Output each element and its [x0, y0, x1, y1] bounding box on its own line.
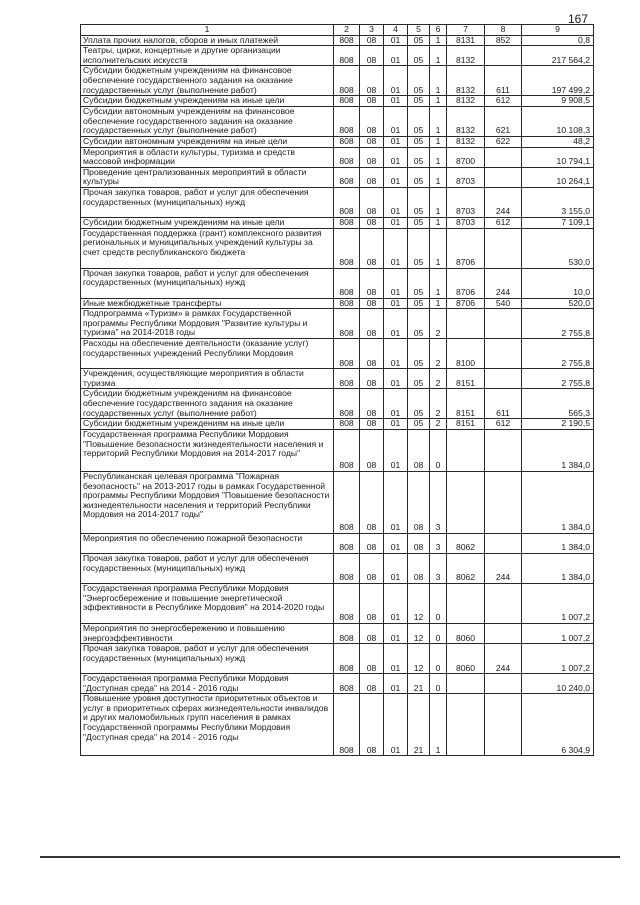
table-row — [81, 694, 594, 756]
table-row — [81, 167, 594, 187]
target-code-cell: 8132 — [447, 46, 485, 66]
table-row — [81, 268, 594, 298]
ministry-code-cell: 808 — [334, 644, 360, 674]
subsection-code-cell: 01 — [384, 389, 408, 419]
target-code-cell: 8132 — [447, 96, 485, 107]
subprogram-code-cell: 0 — [430, 583, 447, 623]
ministry-code-cell: 808 — [334, 187, 360, 217]
subsection-code-cell: 01 — [384, 136, 408, 147]
target-code-cell — [447, 429, 485, 471]
target-code-cell: 8060 — [447, 623, 485, 643]
program-code-cell: 05 — [408, 46, 430, 66]
expense-type-cell — [485, 694, 522, 756]
target-code-cell — [447, 694, 485, 756]
expense-type-cell — [485, 147, 522, 167]
table-row — [81, 106, 594, 136]
expense-type-cell: 611 — [485, 66, 522, 96]
program-code-cell: 05 — [408, 268, 430, 298]
subsection-code-cell: 01 — [384, 429, 408, 471]
subprogram-code-cell: 1 — [430, 35, 447, 46]
ministry-code-cell: 808 — [334, 553, 360, 583]
subsection-code-cell: 01 — [384, 298, 408, 309]
section-code-cell: 08 — [360, 217, 384, 228]
program-code-cell: 08 — [408, 429, 430, 471]
subsection-code-cell: 01 — [384, 228, 408, 268]
item-name-cell: Проведение централизованных мероприятий в области культуры — [81, 167, 334, 187]
ministry-code-cell: 808 — [334, 419, 360, 430]
amount-cell: 10 240,0 — [522, 674, 594, 694]
subprogram-code-cell: 3 — [430, 471, 447, 533]
table-header-row — [81, 25, 594, 36]
subprogram-code-cell: 0 — [430, 429, 447, 471]
subprogram-code-cell: 2 — [430, 369, 447, 389]
program-code-cell: 05 — [408, 217, 430, 228]
program-code-cell: 05 — [408, 96, 430, 107]
expense-type-cell: 612 — [485, 217, 522, 228]
amount-cell: 2 755,8 — [522, 309, 594, 339]
target-code-cell: 8706 — [447, 298, 485, 309]
target-code-cell: 8703 — [447, 167, 485, 187]
ministry-code-cell: 808 — [334, 533, 360, 553]
ministry-code-cell: 808 — [334, 268, 360, 298]
subsection-code-cell: 01 — [384, 339, 408, 369]
program-code-cell: 05 — [408, 389, 430, 419]
table-row — [81, 419, 594, 430]
page-bottom-rule — [40, 856, 620, 858]
amount-cell: 1 384,0 — [522, 553, 594, 583]
subsection-code-cell: 01 — [384, 419, 408, 430]
subsection-code-cell: 01 — [384, 623, 408, 643]
amount-cell: 10 108,3 — [522, 106, 594, 136]
target-code-cell: 8706 — [447, 268, 485, 298]
subprogram-code-cell: 1 — [430, 66, 447, 96]
program-code-cell: 05 — [408, 419, 430, 430]
item-name-cell: Мероприятия по обеспечению пожарной безопасности — [81, 533, 334, 553]
subsection-code-cell: 01 — [384, 694, 408, 756]
subprogram-code-cell: 1 — [430, 46, 447, 66]
expense-type-cell — [485, 167, 522, 187]
expense-type-cell: 540 — [485, 298, 522, 309]
target-code-cell — [447, 674, 485, 694]
section-code-cell: 08 — [360, 389, 384, 419]
subprogram-code-cell: 1 — [430, 217, 447, 228]
subsection-code-cell: 01 — [384, 35, 408, 46]
subprogram-code-cell: 3 — [430, 533, 447, 553]
column-header: 1 — [81, 25, 334, 36]
budget-table — [80, 24, 594, 756]
program-code-cell: 05 — [408, 228, 430, 268]
amount-cell: 9 908,5 — [522, 96, 594, 107]
expense-type-cell: 611 — [485, 389, 522, 419]
program-code-cell: 05 — [408, 298, 430, 309]
program-code-cell: 12 — [408, 644, 430, 674]
subprogram-code-cell: 0 — [430, 623, 447, 643]
table-row — [81, 187, 594, 217]
item-name-cell: Субсидии бюджетным учреждениям на финансовое обеспечение государственного задания на оказание государственных услуг (выполнение работ) — [81, 66, 334, 96]
subprogram-code-cell: 2 — [430, 389, 447, 419]
table-row — [81, 553, 594, 583]
section-code-cell: 08 — [360, 429, 384, 471]
table-row — [81, 298, 594, 309]
section-code-cell: 08 — [360, 471, 384, 533]
ministry-code-cell: 808 — [334, 147, 360, 167]
item-name-cell: Субсидии бюджетным учреждениям на иные цели — [81, 419, 334, 430]
item-name-cell: Субсидии автономным учреждениям на финансовое обеспечение государственного задания на оказание государственных услуг (выполнение работ) — [81, 106, 334, 136]
amount-cell: 197 499,2 — [522, 66, 594, 96]
item-name-cell: Повышение уровня доступности приоритетных объектов и услуг в приоритетных сферах жизнедеятельности инвалидов и других маломобильных групп населения в рамках Государственной программы Республики Мордовия "Доступная среда" на 2014 - 2016 годы — [81, 694, 334, 756]
target-code-cell: 8062 — [447, 533, 485, 553]
item-name-cell: Субсидии автономным учреждениям на иные цели — [81, 136, 334, 147]
target-code-cell: 8703 — [447, 187, 485, 217]
section-code-cell: 08 — [360, 35, 384, 46]
ministry-code-cell: 808 — [334, 35, 360, 46]
amount-cell: 2 190,5 — [522, 419, 594, 430]
column-header: 4 — [384, 25, 408, 36]
item-name-cell: Субсидии бюджетным учреждениям на финансовое обеспечение государственного задания на оказание государственных услуг (выполнение работ) — [81, 389, 334, 419]
section-code-cell: 08 — [360, 309, 384, 339]
section-code-cell: 08 — [360, 96, 384, 107]
item-name-cell: Прочая закупка товаров, работ и услуг для обеспечения государственных (муниципальных) нужд — [81, 553, 334, 583]
subsection-code-cell: 01 — [384, 309, 408, 339]
item-name-cell: Подпрограмма «Туризм» в рамках Государственной программы Республики Мордовия "Развитие культуры и туризма" на 2014-2018 годы — [81, 309, 334, 339]
section-code-cell: 08 — [360, 136, 384, 147]
ministry-code-cell: 808 — [334, 674, 360, 694]
table-row — [81, 217, 594, 228]
section-code-cell: 08 — [360, 268, 384, 298]
section-code-cell: 08 — [360, 66, 384, 96]
section-code-cell: 08 — [360, 46, 384, 66]
amount-cell: 2 755,8 — [522, 339, 594, 369]
section-code-cell: 08 — [360, 419, 384, 430]
column-header: 5 — [408, 25, 430, 36]
section-code-cell: 08 — [360, 228, 384, 268]
table-row — [81, 369, 594, 389]
target-code-cell: 8060 — [447, 644, 485, 674]
item-name-cell: Государственная программа Республики Мордовия "Повышение безопасности жизнедеятельности населения и территорий Республики Мордовия на 2014-2017 годы" — [81, 429, 334, 471]
expense-type-cell: 244 — [485, 644, 522, 674]
section-code-cell: 08 — [360, 533, 384, 553]
item-name-cell: Прочая закупка товаров, работ и услуг для обеспечения государственных (муниципальных) нужд — [81, 644, 334, 674]
section-code-cell: 08 — [360, 623, 384, 643]
subprogram-code-cell: 1 — [430, 228, 447, 268]
subprogram-code-cell: 1 — [430, 147, 447, 167]
subsection-code-cell: 01 — [384, 583, 408, 623]
amount-cell: 217 564,2 — [522, 46, 594, 66]
item-name-cell: Расходы на обеспечение деятельности (оказание услуг) государственных учреждений Республики Мордовия — [81, 339, 334, 369]
ministry-code-cell: 808 — [334, 694, 360, 756]
table-row — [81, 147, 594, 167]
table-row — [81, 35, 594, 46]
subprogram-code-cell: 0 — [430, 674, 447, 694]
column-header: 6 — [430, 25, 447, 36]
table-row — [81, 429, 594, 471]
target-code-cell — [447, 471, 485, 533]
target-code-cell: 8132 — [447, 106, 485, 136]
ministry-code-cell: 808 — [334, 298, 360, 309]
amount-cell: 565,3 — [522, 389, 594, 419]
item-name-cell: Субсидии бюджетным учреждениям на иные цели — [81, 96, 334, 107]
section-code-cell: 08 — [360, 644, 384, 674]
table-row — [81, 583, 594, 623]
program-code-cell: 21 — [408, 674, 430, 694]
column-header: 7 — [447, 25, 485, 36]
program-code-cell: 05 — [408, 66, 430, 96]
item-name-cell: Театры, цирки, концертные и другие организации исполнительских искусств — [81, 46, 334, 66]
subprogram-code-cell: 2 — [430, 309, 447, 339]
amount-cell: 10 264,1 — [522, 167, 594, 187]
subsection-code-cell: 01 — [384, 674, 408, 694]
table-row — [81, 389, 594, 419]
subsection-code-cell: 01 — [384, 187, 408, 217]
amount-cell: 1 384,0 — [522, 533, 594, 553]
column-header: 8 — [485, 25, 522, 36]
subsection-code-cell: 01 — [384, 46, 408, 66]
expense-type-cell — [485, 623, 522, 643]
target-code-cell: 8706 — [447, 228, 485, 268]
ministry-code-cell: 808 — [334, 369, 360, 389]
table-row — [81, 339, 594, 369]
target-code-cell — [447, 583, 485, 623]
expense-type-cell: 244 — [485, 187, 522, 217]
subprogram-code-cell: 1 — [430, 187, 447, 217]
subprogram-code-cell: 1 — [430, 694, 447, 756]
subprogram-code-cell: 3 — [430, 553, 447, 583]
ministry-code-cell: 808 — [334, 623, 360, 643]
program-code-cell: 05 — [408, 136, 430, 147]
amount-cell: 3 155,0 — [522, 187, 594, 217]
item-name-cell: Мероприятия по энергосбережению и повышению энергоэффективности — [81, 623, 334, 643]
expense-type-cell: 612 — [485, 419, 522, 430]
amount-cell: 10,0 — [522, 268, 594, 298]
column-header: 9 — [522, 25, 594, 36]
target-code-cell: 8132 — [447, 66, 485, 96]
target-code-cell — [447, 309, 485, 339]
ministry-code-cell: 808 — [334, 46, 360, 66]
target-code-cell: 8151 — [447, 389, 485, 419]
item-name-cell: Государственная программа Республики Мордовия "Доступная среда" на 2014 - 2016 годы — [81, 674, 334, 694]
ministry-code-cell: 808 — [334, 389, 360, 419]
program-code-cell: 08 — [408, 553, 430, 583]
subsection-code-cell: 01 — [384, 644, 408, 674]
table-row — [81, 623, 594, 643]
expense-type-cell — [485, 583, 522, 623]
amount-cell: 1 007,2 — [522, 623, 594, 643]
expense-type-cell — [485, 533, 522, 553]
subsection-code-cell: 01 — [384, 106, 408, 136]
target-code-cell: 8700 — [447, 147, 485, 167]
section-code-cell: 08 — [360, 583, 384, 623]
subsection-code-cell: 01 — [384, 268, 408, 298]
program-code-cell: 05 — [408, 309, 430, 339]
page-number: 167 — [568, 12, 589, 26]
ministry-code-cell: 808 — [334, 96, 360, 107]
item-name-cell: Государственная программа Республики Мордовия "Энергосбережение и повышение энергетической эффективности в Республике Мордовия" на 2014-2020 годы — [81, 583, 334, 623]
target-code-cell: 8100 — [447, 339, 485, 369]
amount-cell: 520,0 — [522, 298, 594, 309]
program-code-cell: 05 — [408, 369, 430, 389]
amount-cell: 2 755,8 — [522, 369, 594, 389]
subsection-code-cell: 01 — [384, 96, 408, 107]
ministry-code-cell: 808 — [334, 106, 360, 136]
program-code-cell: 05 — [408, 35, 430, 46]
amount-cell: 6 304,9 — [522, 694, 594, 756]
expense-type-cell — [485, 228, 522, 268]
column-header: 2 — [334, 25, 360, 36]
subprogram-code-cell: 1 — [430, 136, 447, 147]
subprogram-code-cell: 1 — [430, 167, 447, 187]
table-row — [81, 309, 594, 339]
item-name-cell: Государственная поддержка (грант) комплексного развития региональных и муниципальных учреждений культуры за счет средств республиканского бюджета — [81, 228, 334, 268]
target-code-cell: 8131 — [447, 35, 485, 46]
program-code-cell: 05 — [408, 167, 430, 187]
program-code-cell: 05 — [408, 147, 430, 167]
ministry-code-cell: 808 — [334, 167, 360, 187]
table-row — [81, 471, 594, 533]
target-code-cell: 8062 — [447, 553, 485, 583]
target-code-cell: 8132 — [447, 136, 485, 147]
column-header: 3 — [360, 25, 384, 36]
section-code-cell: 08 — [360, 187, 384, 217]
target-code-cell: 8151 — [447, 419, 485, 430]
subsection-code-cell: 01 — [384, 66, 408, 96]
target-code-cell: 8151 — [447, 369, 485, 389]
expense-type-cell — [485, 339, 522, 369]
section-code-cell: 08 — [360, 369, 384, 389]
amount-cell: 1 007,2 — [522, 583, 594, 623]
target-code-cell: 8703 — [447, 217, 485, 228]
item-name-cell: Субсидии бюджетным учреждениям на иные цели — [81, 217, 334, 228]
subprogram-code-cell: 1 — [430, 106, 447, 136]
section-code-cell: 08 — [360, 553, 384, 583]
expense-type-cell: 622 — [485, 136, 522, 147]
ministry-code-cell: 808 — [334, 136, 360, 147]
item-name-cell: Мероприятия в области культуры, туризма и средств массовой информации — [81, 147, 334, 167]
expense-type-cell: 244 — [485, 268, 522, 298]
expense-type-cell: 852 — [485, 35, 522, 46]
expense-type-cell — [485, 674, 522, 694]
expense-type-cell — [485, 46, 522, 66]
section-code-cell: 08 — [360, 147, 384, 167]
expense-type-cell: 621 — [485, 106, 522, 136]
amount-cell: 530,0 — [522, 228, 594, 268]
subprogram-code-cell: 1 — [430, 268, 447, 298]
table-row — [81, 533, 594, 553]
subprogram-code-cell: 2 — [430, 339, 447, 369]
subsection-code-cell: 01 — [384, 553, 408, 583]
ministry-code-cell: 808 — [334, 429, 360, 471]
subprogram-code-cell: 0 — [430, 644, 447, 674]
subsection-code-cell: 01 — [384, 147, 408, 167]
table-row — [81, 46, 594, 66]
expense-type-cell — [485, 429, 522, 471]
program-code-cell: 05 — [408, 106, 430, 136]
expense-type-cell — [485, 471, 522, 533]
amount-cell: 1 007,2 — [522, 644, 594, 674]
expense-type-cell — [485, 309, 522, 339]
amount-cell: 0,8 — [522, 35, 594, 46]
expense-type-cell — [485, 369, 522, 389]
item-name-cell: Учреждения, осуществляющие мероприятия в области туризма — [81, 369, 334, 389]
subsection-code-cell: 01 — [384, 533, 408, 553]
expense-type-cell: 612 — [485, 96, 522, 107]
amount-cell: 1 384,0 — [522, 429, 594, 471]
subsection-code-cell: 01 — [384, 217, 408, 228]
section-code-cell: 08 — [360, 674, 384, 694]
expense-type-cell: 244 — [485, 553, 522, 583]
subprogram-code-cell: 1 — [430, 298, 447, 309]
table-row — [81, 96, 594, 107]
program-code-cell: 12 — [408, 583, 430, 623]
table-row — [81, 644, 594, 674]
ministry-code-cell: 808 — [334, 66, 360, 96]
ministry-code-cell: 808 — [334, 217, 360, 228]
item-name-cell: Прочая закупка товаров, работ и услуг для обеспечения государственных (муниципальных) нужд — [81, 187, 334, 217]
item-name-cell: Республиканская целевая программа "Пожарная безопасность" на 2013-2017 годы в рамках Государственной программы Республики Мордовия "Повышение безопасности жизнедеятельности населения и территорий Республики Мордовия на 2014-2017 годы" — [81, 471, 334, 533]
amount-cell: 1 384,0 — [522, 471, 594, 533]
program-code-cell: 12 — [408, 623, 430, 643]
section-code-cell: 08 — [360, 167, 384, 187]
subsection-code-cell: 01 — [384, 471, 408, 533]
program-code-cell: 21 — [408, 694, 430, 756]
program-code-cell: 05 — [408, 187, 430, 217]
item-name-cell: Уплата прочих налогов, сборов и иных платежей — [81, 35, 334, 46]
section-code-cell: 08 — [360, 106, 384, 136]
ministry-code-cell: 808 — [334, 471, 360, 533]
ministry-code-cell: 808 — [334, 228, 360, 268]
item-name-cell: Иные межбюджетные трансферты — [81, 298, 334, 309]
table-row — [81, 228, 594, 268]
item-name-cell: Прочая закупка товаров, работ и услуг для обеспечения государственных (муниципальных) нужд — [81, 268, 334, 298]
ministry-code-cell: 808 — [334, 339, 360, 369]
subprogram-code-cell: 2 — [430, 419, 447, 430]
table-row — [81, 66, 594, 96]
section-code-cell: 08 — [360, 339, 384, 369]
subprogram-code-cell: 1 — [430, 96, 447, 107]
program-code-cell: 05 — [408, 339, 430, 369]
table-row — [81, 674, 594, 694]
section-code-cell: 08 — [360, 298, 384, 309]
amount-cell: 48,2 — [522, 136, 594, 147]
ministry-code-cell: 808 — [334, 583, 360, 623]
ministry-code-cell: 808 — [334, 309, 360, 339]
program-code-cell: 08 — [408, 533, 430, 553]
amount-cell: 10 794,1 — [522, 147, 594, 167]
subsection-code-cell: 01 — [384, 369, 408, 389]
program-code-cell: 08 — [408, 471, 430, 533]
subsection-code-cell: 01 — [384, 167, 408, 187]
table-row — [81, 136, 594, 147]
amount-cell: 7 109,1 — [522, 217, 594, 228]
section-code-cell: 08 — [360, 694, 384, 756]
